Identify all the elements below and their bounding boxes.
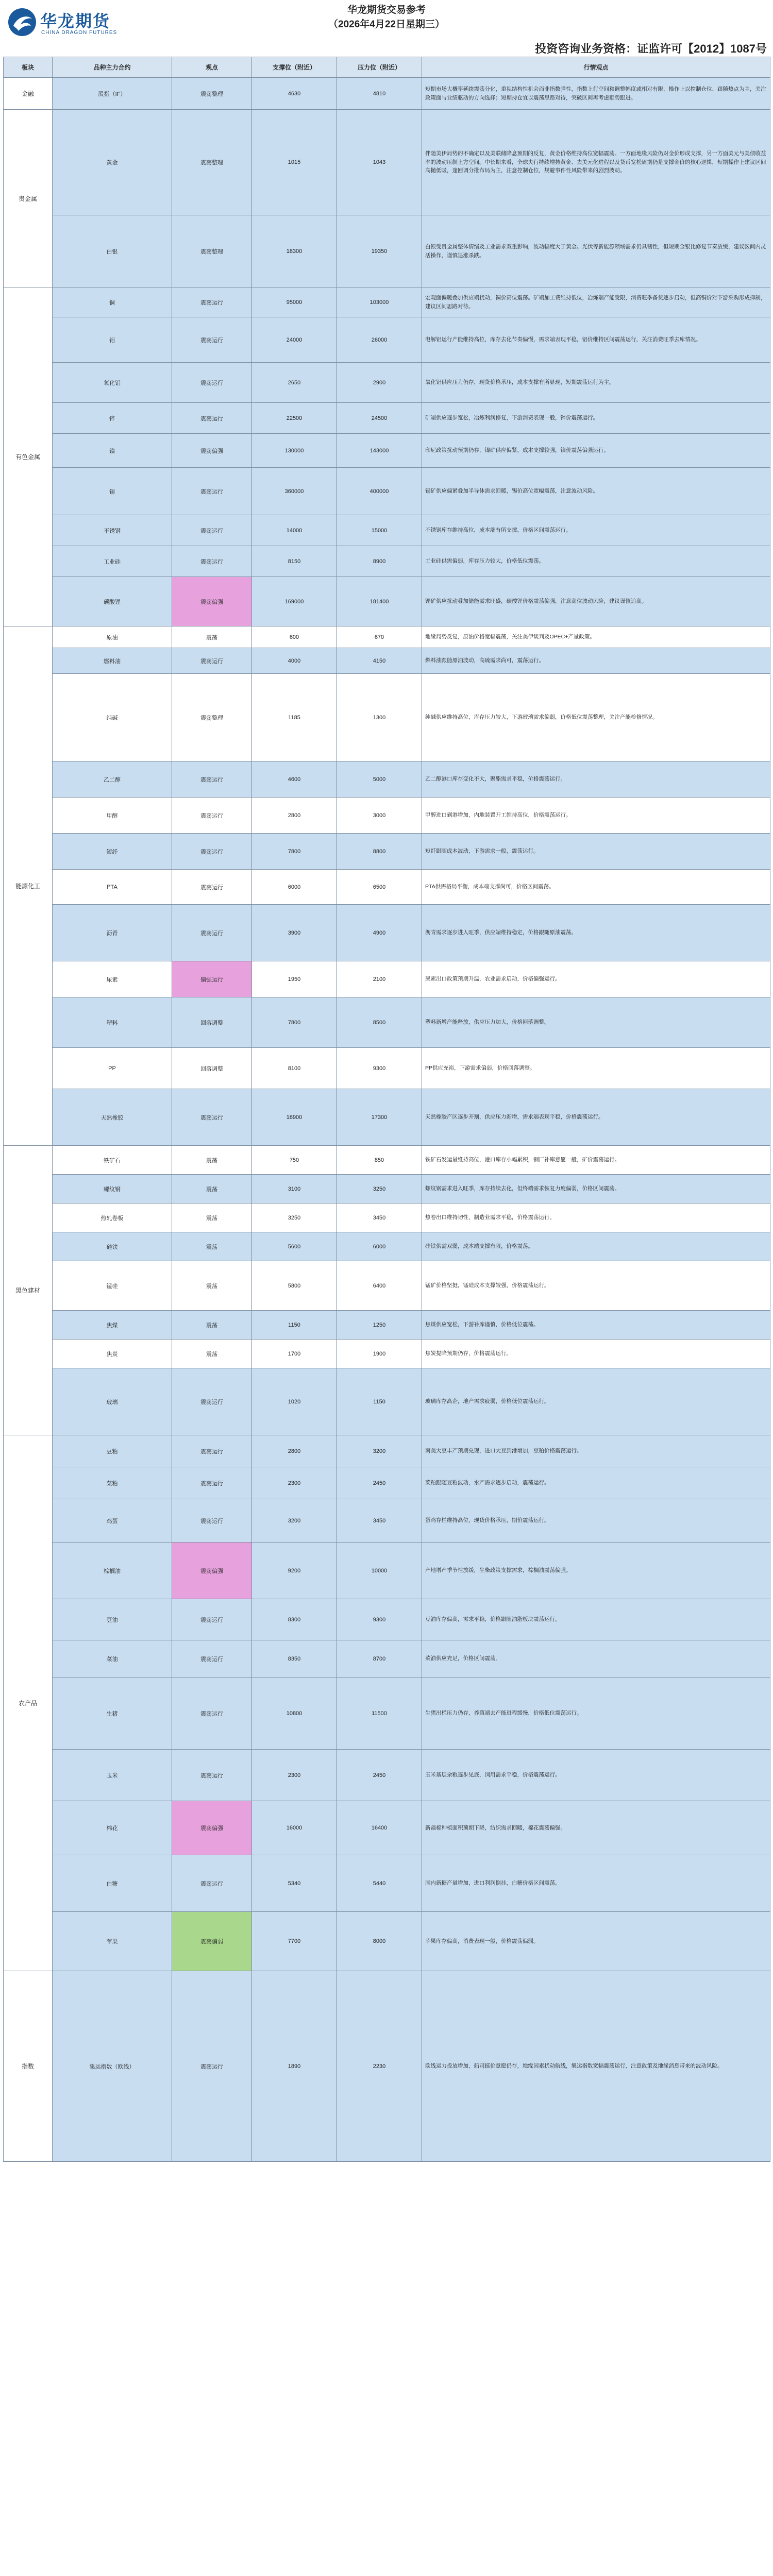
support-cell: 16000 (252, 1801, 337, 1855)
support-cell: 9200 (252, 1543, 337, 1599)
table-row (4, 997, 770, 1048)
view-cell: 震荡运行 (172, 1467, 252, 1499)
resistance-cell: 2100 (337, 961, 422, 997)
support-cell: 3900 (252, 905, 337, 961)
variety-cell: 棉花 (53, 1801, 172, 1855)
variety-cell: 生猪 (53, 1677, 172, 1750)
variety-cell: 不锈钢 (53, 515, 172, 546)
table-row (4, 1311, 770, 1340)
comment-cell: 铁矿石发运量维持高位，港口库存小幅累积，钢厂补库意愿一般，矿价震荡运行。 (422, 1146, 770, 1175)
sector-cell: 金融 (4, 78, 53, 110)
page-title: 华龙期货交易参考 (347, 5, 426, 15)
table-row (4, 1750, 770, 1801)
license-text: 投资咨询业务资格：证监许可【2012】1087号 (535, 42, 767, 55)
table-row (4, 110, 770, 215)
resistance-cell: 10000 (337, 1543, 422, 1599)
sector-cell: 能源化工 (4, 626, 53, 1146)
view-cell: 回落调整 (172, 1048, 252, 1089)
view-cell: 震荡整理 (172, 110, 252, 215)
support-cell: 1185 (252, 674, 337, 761)
view-cell: 震荡 (172, 1311, 252, 1340)
support-cell: 8150 (252, 546, 337, 577)
table-row (4, 798, 770, 834)
view-cell: 回落调整 (172, 997, 252, 1048)
variety-cell: 燃料油 (53, 648, 172, 674)
view-cell: 震荡偏强 (172, 1801, 252, 1855)
table-header-row (4, 57, 770, 78)
view-cell: 震荡运行 (172, 761, 252, 798)
variety-cell: 焦煤 (53, 1311, 172, 1340)
variety-cell: 锌 (53, 403, 172, 434)
sector-cell: 指数 (4, 1971, 53, 2162)
resistance-cell: 2230 (337, 1971, 422, 2162)
view-cell: 震荡 (172, 1340, 252, 1368)
support-cell: 8300 (252, 1599, 337, 1640)
table-row (4, 961, 770, 997)
variety-cell: 豆油 (53, 1599, 172, 1640)
comment-cell: 燃料油跟随原油波动，高硫需求尚可，震荡运行。 (422, 648, 770, 674)
view-cell: 震荡运行 (172, 1855, 252, 1912)
variety-cell: 甲醇 (53, 798, 172, 834)
support-cell: 2300 (252, 1750, 337, 1801)
column-header-sector: 板块 (4, 57, 53, 78)
resistance-cell: 9300 (337, 1599, 422, 1640)
resistance-cell: 2900 (337, 363, 422, 403)
variety-cell: 锰硅 (53, 1261, 172, 1311)
table-row (4, 1368, 770, 1435)
table-row (4, 1801, 770, 1855)
table-row (4, 905, 770, 961)
logo-chinese-text: 华龙期货 (40, 12, 111, 30)
support-cell: 5600 (252, 1232, 337, 1261)
resistance-cell: 3250 (337, 1175, 422, 1204)
table-row (4, 1971, 770, 2162)
resistance-cell: 2450 (337, 1750, 422, 1801)
table-row (4, 1175, 770, 1204)
resistance-cell: 850 (337, 1146, 422, 1175)
view-cell: 震荡 (172, 1146, 252, 1175)
support-cell: 4000 (252, 648, 337, 674)
variety-cell: 棕榈油 (53, 1543, 172, 1599)
table-row (4, 403, 770, 434)
comment-cell: 菜粕跟随豆粕波动，水产需求逐步启动，震荡运行。 (422, 1467, 770, 1499)
resistance-cell: 8000 (337, 1912, 422, 1971)
resistance-cell: 16400 (337, 1801, 422, 1855)
table-row (4, 1467, 770, 1499)
column-header-view: 观点 (172, 57, 252, 78)
comment-cell: 矿端供应逐步宽松，冶炼利润修复，下游消费表现一般，锌价震荡运行。 (422, 403, 770, 434)
variety-cell: PP (53, 1048, 172, 1089)
resistance-cell: 11500 (337, 1677, 422, 1750)
support-cell: 1020 (252, 1368, 337, 1435)
view-cell: 震荡运行 (172, 1368, 252, 1435)
variety-cell: 锡 (53, 468, 172, 515)
support-cell: 14000 (252, 515, 337, 546)
support-cell: 22500 (252, 403, 337, 434)
variety-cell: 铝 (53, 317, 172, 363)
variety-cell: 苹果 (53, 1912, 172, 1971)
view-cell: 震荡运行 (172, 798, 252, 834)
comment-cell: PTA供需格局平衡，成本端支撑尚可，价格区间震荡。 (422, 870, 770, 905)
table-row (4, 1261, 770, 1311)
variety-cell: 白银 (53, 215, 172, 287)
table-row (4, 648, 770, 674)
variety-cell: 股指（IF） (53, 78, 172, 110)
support-cell: 8350 (252, 1640, 337, 1677)
resistance-cell: 3200 (337, 1435, 422, 1467)
variety-cell: 沥青 (53, 905, 172, 961)
variety-cell: 乙二醇 (53, 761, 172, 798)
report-date: （2026年4月22日星期三） (328, 19, 445, 30)
comment-cell: 乙二醇港口库存变化不大，聚酯需求平稳，价格震荡运行。 (422, 761, 770, 798)
support-cell: 5340 (252, 1855, 337, 1912)
sector-cell: 贵金属 (4, 110, 53, 287)
support-cell: 18300 (252, 215, 337, 287)
comment-cell: 沥青需求逐步进入旺季，供应端维持稳定，价格跟随原油震荡。 (422, 905, 770, 961)
support-cell: 1150 (252, 1311, 337, 1340)
resistance-cell: 6500 (337, 870, 422, 905)
resistance-cell: 8800 (337, 834, 422, 870)
view-cell: 震荡运行 (172, 403, 252, 434)
column-header-support: 支撑位（附近） (252, 57, 337, 78)
view-cell: 震荡偏强 (172, 577, 252, 626)
resistance-cell: 19350 (337, 215, 422, 287)
support-cell: 4630 (252, 78, 337, 110)
view-cell: 震荡偏强 (172, 434, 252, 468)
table-row (4, 1677, 770, 1750)
table-row (4, 287, 770, 317)
support-cell: 1015 (252, 110, 337, 215)
resistance-cell: 1900 (337, 1340, 422, 1368)
view-cell: 震荡运行 (172, 1435, 252, 1467)
resistance-cell: 1043 (337, 110, 422, 215)
logo-english-text: CHINA DRAGON FUTURES (41, 30, 117, 36)
comment-cell: 欧线运力投放增加，船司挺价意愿仍存，地缘因素扰动航线，集运指数宽幅震荡运行，注意政策及地缘消息带来的波动风险。 (422, 1971, 770, 2162)
support-cell: 2800 (252, 798, 337, 834)
comment-cell: 甲醇进口到港增加，内地装置开工维持高位，价格震荡运行。 (422, 798, 770, 834)
resistance-cell: 4900 (337, 905, 422, 961)
table-row (4, 870, 770, 905)
table-header (4, 57, 770, 78)
resistance-cell: 2450 (337, 1467, 422, 1499)
support-cell: 2650 (252, 363, 337, 403)
support-cell: 7800 (252, 997, 337, 1048)
comment-cell: 硅铁供需双弱，成本端支撑有限，价格震荡。 (422, 1232, 770, 1261)
support-cell: 6000 (252, 870, 337, 905)
support-cell: 8100 (252, 1048, 337, 1089)
variety-cell: 白糖 (53, 1855, 172, 1912)
support-cell: 16900 (252, 1089, 337, 1146)
view-cell: 震荡运行 (172, 317, 252, 363)
resistance-cell: 5440 (337, 1855, 422, 1912)
comment-cell: 玻璃库存高企，地产需求疲弱，价格低位震荡运行。 (422, 1368, 770, 1435)
variety-cell: 玻璃 (53, 1368, 172, 1435)
comment-cell: 豆油库存偏高，需求平稳，价格跟随油脂板块震荡运行。 (422, 1599, 770, 1640)
table-row (4, 1340, 770, 1368)
resistance-cell: 3450 (337, 1204, 422, 1232)
resistance-cell: 3450 (337, 1499, 422, 1543)
comment-cell: 伴随美伊局势的不确定以及美联储降息预期的反复，黄金价格维持高位宽幅震荡。一方面地缘风险仍对金价形成支撑，另一方面美元与美债收益率的波动压制上方空间。中长期来看，全球央行持续增持黄金、去美元化进程以及货币宽松周期仍是支撑金价的核心逻辑，短期操作上建议区间高抛低吸，逢回调分批布局为主，注意控制仓位，规避事件性风险带来的剧烈波动。 (422, 110, 770, 215)
view-cell: 震荡 (172, 1175, 252, 1204)
variety-cell: 焦炭 (53, 1340, 172, 1368)
resistance-cell: 4150 (337, 648, 422, 674)
comment-cell: 印尼政策扰动预期仍存，镍矿供应偏紧，成本支撑较强，镍价震荡偏强运行。 (422, 434, 770, 468)
comment-cell: 氧化铝供应压力仍存，现货价格承压，成本支撑有所显现，短期震荡运行为主。 (422, 363, 770, 403)
support-cell: 2800 (252, 1435, 337, 1467)
table-row (4, 434, 770, 468)
comment-cell: 尿素出口政策预期升温，农业需求启动，价格偏强运行。 (422, 961, 770, 997)
support-cell: 750 (252, 1146, 337, 1175)
view-cell: 震荡运行 (172, 515, 252, 546)
variety-cell: 天然橡胶 (53, 1089, 172, 1146)
view-cell: 震荡运行 (172, 648, 252, 674)
page-header (0, 0, 773, 56)
view-cell: 震荡 (172, 626, 252, 648)
resistance-cell: 6400 (337, 1261, 422, 1311)
comment-cell: 地缘局势反复，原油价格宽幅震荡，关注美伊谈判及OPEC+产量政策。 (422, 626, 770, 648)
variety-cell: 碳酸锂 (53, 577, 172, 626)
comment-cell: 螺纹钢需求进入旺季，库存持续去化，但终端需求恢复力度偏弱，价格区间震荡。 (422, 1175, 770, 1204)
view-cell: 震荡运行 (172, 363, 252, 403)
sector-cell: 黑色建材 (4, 1146, 53, 1435)
variety-cell: 集运指数（欧线） (53, 1971, 172, 2162)
view-cell: 震荡运行 (172, 870, 252, 905)
sector-cell: 农产品 (4, 1435, 53, 1971)
variety-cell: 豆粕 (53, 1435, 172, 1467)
resistance-cell: 17300 (337, 1089, 422, 1146)
support-cell: 1700 (252, 1340, 337, 1368)
comment-cell: 焦煤供应宽松，下游补库谨慎，价格低位震荡。 (422, 1311, 770, 1340)
table-row (4, 546, 770, 577)
resistance-cell: 8500 (337, 997, 422, 1048)
resistance-cell: 181400 (337, 577, 422, 626)
resistance-cell: 9300 (337, 1048, 422, 1089)
sector-cell: 有色金属 (4, 287, 53, 626)
view-cell: 震荡运行 (172, 1089, 252, 1146)
table-row (4, 674, 770, 761)
resistance-cell: 103000 (337, 287, 422, 317)
support-cell: 95000 (252, 287, 337, 317)
comment-cell: 玉米基层余粮逐步见底，饲用需求平稳，价格震荡运行。 (422, 1750, 770, 1801)
variety-cell: 工业硅 (53, 546, 172, 577)
view-cell: 震荡运行 (172, 1640, 252, 1677)
variety-cell: 铁矿石 (53, 1146, 172, 1175)
table-row (4, 761, 770, 798)
table-row (4, 1499, 770, 1543)
table-row (4, 468, 770, 515)
variety-cell: 原油 (53, 626, 172, 648)
variety-cell: 镍 (53, 434, 172, 468)
support-cell: 4600 (252, 761, 337, 798)
table-row (4, 1543, 770, 1599)
support-cell: 1950 (252, 961, 337, 997)
view-cell: 震荡 (172, 1261, 252, 1311)
view-cell: 震荡运行 (172, 546, 252, 577)
variety-cell: 菜油 (53, 1640, 172, 1677)
comment-cell: 纯碱供应维持高位，库存压力较大，下游玻璃需求偏弱，价格低位震荡整理，关注产能检修情况。 (422, 674, 770, 761)
variety-cell: 尿素 (53, 961, 172, 997)
view-cell: 震荡运行 (172, 468, 252, 515)
comment-cell: 焦炭提降预期仍存，价格震荡运行。 (422, 1340, 770, 1368)
resistance-cell: 8700 (337, 1640, 422, 1677)
comment-cell: 电解铝运行产能维持高位，库存去化节奏偏慢，需求端表现平稳，铝价维持区间震荡运行，关注消费旺季去库情况。 (422, 317, 770, 363)
support-cell: 360000 (252, 468, 337, 515)
comment-cell: 南美大豆丰产预期兑现，进口大豆到港增加，豆粕价格震荡运行。 (422, 1435, 770, 1467)
comment-cell: 菜油供应充足，价格区间震荡。 (422, 1640, 770, 1677)
view-cell: 震荡整理 (172, 215, 252, 287)
variety-cell: 氧化铝 (53, 363, 172, 403)
view-cell: 偏强运行 (172, 961, 252, 997)
view-cell: 震荡运行 (172, 1971, 252, 2162)
support-cell: 24000 (252, 317, 337, 363)
table-row (4, 1640, 770, 1677)
table-row (4, 317, 770, 363)
view-cell: 震荡运行 (172, 1499, 252, 1543)
comment-cell: 塑料新增产能释放，供应压力加大，价格回落调整。 (422, 997, 770, 1048)
comment-cell: 生猪出栏压力仍存，养殖端去产能进程缓慢，价格低位震荡运行。 (422, 1677, 770, 1750)
support-cell: 3100 (252, 1175, 337, 1204)
table-row (4, 834, 770, 870)
view-cell: 震荡整理 (172, 78, 252, 110)
support-cell: 10800 (252, 1677, 337, 1750)
comment-cell: 产地增产季节性放缓，生柴政策支撑需求，棕榈油震荡偏强。 (422, 1543, 770, 1599)
comment-cell: 白银受贵金属整体情绪及工业需求双重影响，波动幅度大于黄金。光伏等新能源领域需求仍具韧性，但短期金银比修复节奏放缓，建议区间内灵活操作，谨慎追涨杀跌。 (422, 215, 770, 287)
comment-cell: 蛋鸡存栏维持高位，现货价格承压，期价震荡运行。 (422, 1499, 770, 1543)
comment-cell: 工业硅供需偏弱，库存压力较大，价格低位震荡。 (422, 546, 770, 577)
resistance-cell: 1150 (337, 1368, 422, 1435)
support-cell: 7700 (252, 1912, 337, 1971)
resistance-cell: 1250 (337, 1311, 422, 1340)
support-cell: 2300 (252, 1467, 337, 1499)
view-cell: 震荡运行 (172, 905, 252, 961)
resistance-cell: 8900 (337, 546, 422, 577)
table-row (4, 1048, 770, 1089)
view-cell: 震荡运行 (172, 287, 252, 317)
table-row (4, 215, 770, 287)
resistance-cell: 4810 (337, 78, 422, 110)
view-cell: 震荡运行 (172, 1599, 252, 1640)
column-header-variety: 品种主力合约 (53, 57, 172, 78)
table-row (4, 363, 770, 403)
support-cell: 169000 (252, 577, 337, 626)
table-row (4, 1912, 770, 1971)
comment-cell: 短纤跟随成本波动，下游需求一般，震荡运行。 (422, 834, 770, 870)
view-cell: 震荡运行 (172, 834, 252, 870)
column-header-comment: 行情观点 (422, 57, 770, 78)
table-row (4, 1599, 770, 1640)
variety-cell: 玉米 (53, 1750, 172, 1801)
resistance-cell: 15000 (337, 515, 422, 546)
variety-cell: PTA (53, 870, 172, 905)
support-cell: 3200 (252, 1499, 337, 1543)
table-row (4, 577, 770, 626)
variety-cell: 硅铁 (53, 1232, 172, 1261)
variety-cell: 菜粕 (53, 1467, 172, 1499)
variety-cell: 短纤 (53, 834, 172, 870)
view-cell: 震荡运行 (172, 1750, 252, 1801)
variety-cell: 热轧卷板 (53, 1204, 172, 1232)
resistance-cell: 26000 (337, 317, 422, 363)
variety-cell: 纯碱 (53, 674, 172, 761)
resistance-cell: 5000 (337, 761, 422, 798)
table-row (4, 1204, 770, 1232)
support-cell: 600 (252, 626, 337, 648)
variety-cell: 鸡蛋 (53, 1499, 172, 1543)
comment-cell: 锰矿价格坚挺，锰硅成本支撑较强，价格震荡运行。 (422, 1261, 770, 1311)
support-cell: 3250 (252, 1204, 337, 1232)
variety-cell: 螺纹钢 (53, 1175, 172, 1204)
variety-cell: 黄金 (53, 110, 172, 215)
view-cell: 震荡 (172, 1204, 252, 1232)
resistance-cell: 143000 (337, 434, 422, 468)
comment-cell: 宏观面偏暖叠加供应端扰动，铜价高位震荡。矿端加工费维持低位，冶炼端产能受限，消费旺季备货逐步启动，但高铜价对下游采购形成抑制，建议区间思路对待。 (422, 287, 770, 317)
resistance-cell: 670 (337, 626, 422, 648)
table-body (4, 78, 770, 2162)
resistance-cell: 1300 (337, 674, 422, 761)
variety-cell: 铜 (53, 287, 172, 317)
comment-cell: 锂矿供应扰动叠加储能需求旺盛，碳酸锂价格震荡偏强，注意高位波动风险，建议谨慎追高。 (422, 577, 770, 626)
view-cell: 震荡运行 (172, 1677, 252, 1750)
support-cell: 130000 (252, 434, 337, 468)
table-row (4, 1089, 770, 1146)
view-cell: 震荡整理 (172, 674, 252, 761)
comment-cell: PP供应充裕，下游需求偏弱，价格回落调整。 (422, 1048, 770, 1089)
table-row (4, 515, 770, 546)
comment-cell: 热卷出口维持韧性，制造业需求平稳，价格震荡运行。 (422, 1204, 770, 1232)
table-row (4, 1146, 770, 1175)
support-cell: 5800 (252, 1261, 337, 1311)
column-header-resistance: 压力位（附近） (337, 57, 422, 78)
comment-cell: 国内新糖产量增加，进口利润倒挂，白糖价格区间震荡。 (422, 1855, 770, 1912)
view-cell: 震荡 (172, 1232, 252, 1261)
resistance-cell: 6000 (337, 1232, 422, 1261)
comment-cell: 不锈钢库存维持高位，成本端有所支撑，价格区间震荡运行。 (422, 515, 770, 546)
view-cell: 震荡偏弱 (172, 1912, 252, 1971)
resistance-cell: 24500 (337, 403, 422, 434)
view-cell: 震荡偏强 (172, 1543, 252, 1599)
comment-cell: 天然橡胶产区逐步开割，供应压力渐增，需求端表现平稳，价格震荡运行。 (422, 1089, 770, 1146)
reference-table (3, 57, 770, 2162)
comment-cell: 苹果库存偏高，消费表现一般，价格震荡偏弱。 (422, 1912, 770, 1971)
support-cell: 7800 (252, 834, 337, 870)
comment-cell: 新疆棉种植面积预期下降，纺织需求回暖，棉花震荡偏强。 (422, 1801, 770, 1855)
support-cell: 1890 (252, 1971, 337, 2162)
resistance-cell: 3000 (337, 798, 422, 834)
comment-cell: 锡矿供应偏紧叠加半导体需求回暖，锡价高位宽幅震荡，注意波动风险。 (422, 468, 770, 515)
comment-cell: 短期市场大概率延续震荡分化，重视结构性机会而非指数弹性，指数上行空间和调整幅度或相对有限，操作上以控制仓位、跟随热点为主，关注政策面与业绩驱动的方向选择；短期持仓宜以震荡思路对待，突破区间再考虑顺势跟进。 (422, 78, 770, 110)
table-row (4, 626, 770, 648)
table-row (4, 1435, 770, 1467)
table-row (4, 1855, 770, 1912)
variety-cell: 塑料 (53, 997, 172, 1048)
resistance-cell: 400000 (337, 468, 422, 515)
table-row (4, 1232, 770, 1261)
table-row (4, 78, 770, 110)
